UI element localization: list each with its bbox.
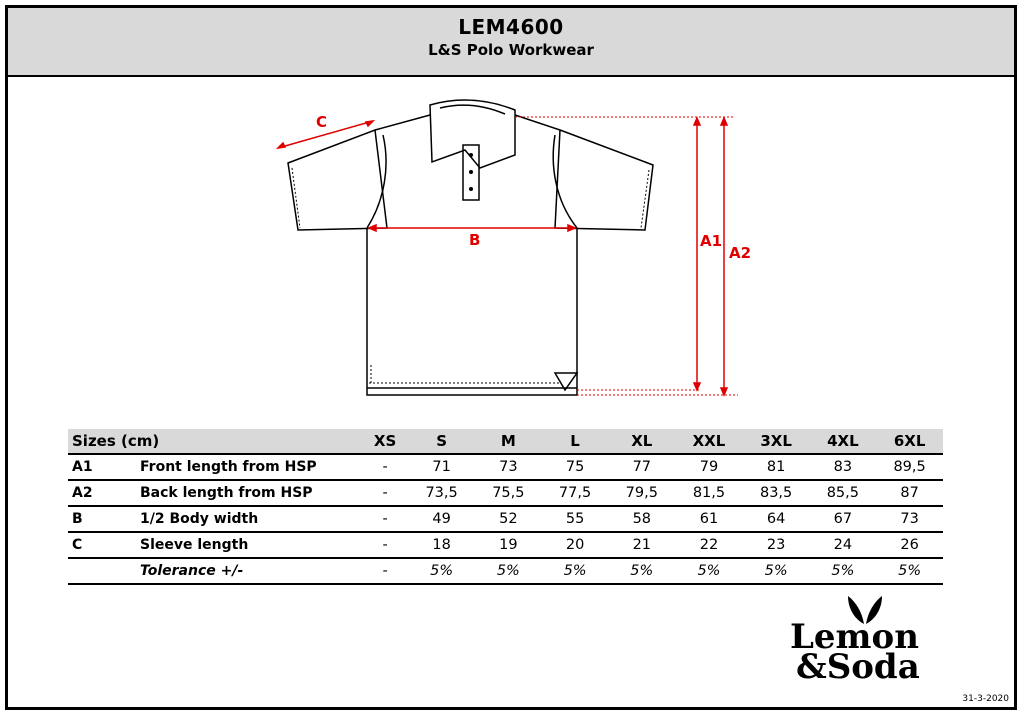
- cell-value: 67: [809, 506, 876, 532]
- cell-value: 5%: [876, 558, 943, 584]
- label-c: C: [316, 113, 328, 131]
- cell-value: 61: [675, 506, 743, 532]
- cell-value: 5%: [809, 558, 876, 584]
- product-name: L&S Polo Workwear: [428, 41, 594, 59]
- size-col: 4XL: [809, 429, 876, 454]
- row-code: C: [68, 532, 140, 558]
- cell-value: 83,5: [743, 480, 810, 506]
- right-sleeve: [555, 130, 653, 230]
- cell-value: -: [362, 454, 408, 480]
- logo-line-2: &Soda: [796, 647, 920, 687]
- row-code: [68, 558, 140, 584]
- label-a2: A2: [729, 244, 752, 262]
- cell-value: 81: [743, 454, 810, 480]
- row-description: Back length from HSP: [140, 480, 362, 506]
- cell-value: 85,5: [809, 480, 876, 506]
- lemon-soda-logo: [786, 592, 946, 687]
- label-b: B: [469, 231, 481, 249]
- cell-value: 77: [608, 454, 675, 480]
- left-sleeve: [288, 130, 387, 230]
- cell-value: 89,5: [876, 454, 943, 480]
- cell-value: 21: [608, 532, 675, 558]
- cell-value: 71: [408, 454, 475, 480]
- polo-body-outline: [367, 228, 577, 395]
- tolerance-row: [68, 558, 943, 584]
- table-row: [68, 480, 943, 506]
- size-col: 3XL: [743, 429, 810, 454]
- cell-value: 73: [475, 454, 542, 480]
- table-row: [68, 532, 943, 558]
- table-row: [68, 454, 943, 480]
- size-col: XS: [362, 429, 408, 454]
- cell-value: 83: [809, 454, 876, 480]
- cell-value: 26: [876, 532, 943, 558]
- cell-value: 81,5: [675, 480, 743, 506]
- label-a1: A1: [700, 232, 723, 250]
- product-code: LEM4600: [458, 15, 564, 39]
- size-col: XXL: [675, 429, 743, 454]
- cell-value: 73,5: [408, 480, 475, 506]
- cell-value: 75: [542, 454, 609, 480]
- cell-value: 5%: [542, 558, 609, 584]
- row-description: Front length from HSP: [140, 454, 362, 480]
- cell-value: -: [362, 558, 408, 584]
- cell-value: 24: [809, 532, 876, 558]
- cell-value: -: [362, 506, 408, 532]
- cell-value: 23: [743, 532, 810, 558]
- cell-value: 5%: [475, 558, 542, 584]
- logo-line-1: Lemon: [790, 617, 919, 657]
- cell-value: 73: [876, 506, 943, 532]
- cell-value: -: [362, 480, 408, 506]
- row-description: 1/2 Body width: [140, 506, 362, 532]
- cell-value: 5%: [743, 558, 810, 584]
- row-code: A1: [68, 454, 140, 480]
- tolerance-label: Tolerance +/-: [140, 558, 362, 584]
- cell-value: 77,5: [542, 480, 609, 506]
- cell-value: 64: [743, 506, 810, 532]
- row-description: Sleeve length: [140, 532, 362, 558]
- date-stamp: 31-3-2020: [962, 694, 1009, 704]
- sizes-label: Sizes (cm): [68, 429, 362, 454]
- cell-value: 87: [876, 480, 943, 506]
- cell-value: 79,5: [608, 480, 675, 506]
- cell-value: 75,5: [475, 480, 542, 506]
- cell-value: 5%: [675, 558, 743, 584]
- size-col: M: [475, 429, 542, 454]
- cell-value: 5%: [608, 558, 675, 584]
- size-table: [68, 429, 943, 585]
- table-row: [68, 506, 943, 532]
- cell-value: 52: [475, 506, 542, 532]
- cell-value: -: [362, 532, 408, 558]
- cell-value: 19: [475, 532, 542, 558]
- cell-value: 20: [542, 532, 609, 558]
- collar: [430, 100, 515, 168]
- row-code: A2: [68, 480, 140, 506]
- cell-value: 49: [408, 506, 475, 532]
- size-col: XL: [608, 429, 675, 454]
- size-col: S: [408, 429, 475, 454]
- cell-value: 58: [608, 506, 675, 532]
- cell-value: 22: [675, 532, 743, 558]
- size-header-row: [68, 429, 943, 454]
- size-col: L: [542, 429, 609, 454]
- row-code: B: [68, 506, 140, 532]
- cell-value: 18: [408, 532, 475, 558]
- cell-value: 55: [542, 506, 609, 532]
- cell-value: 5%: [408, 558, 475, 584]
- cell-value: 79: [675, 454, 743, 480]
- size-col: 6XL: [876, 429, 943, 454]
